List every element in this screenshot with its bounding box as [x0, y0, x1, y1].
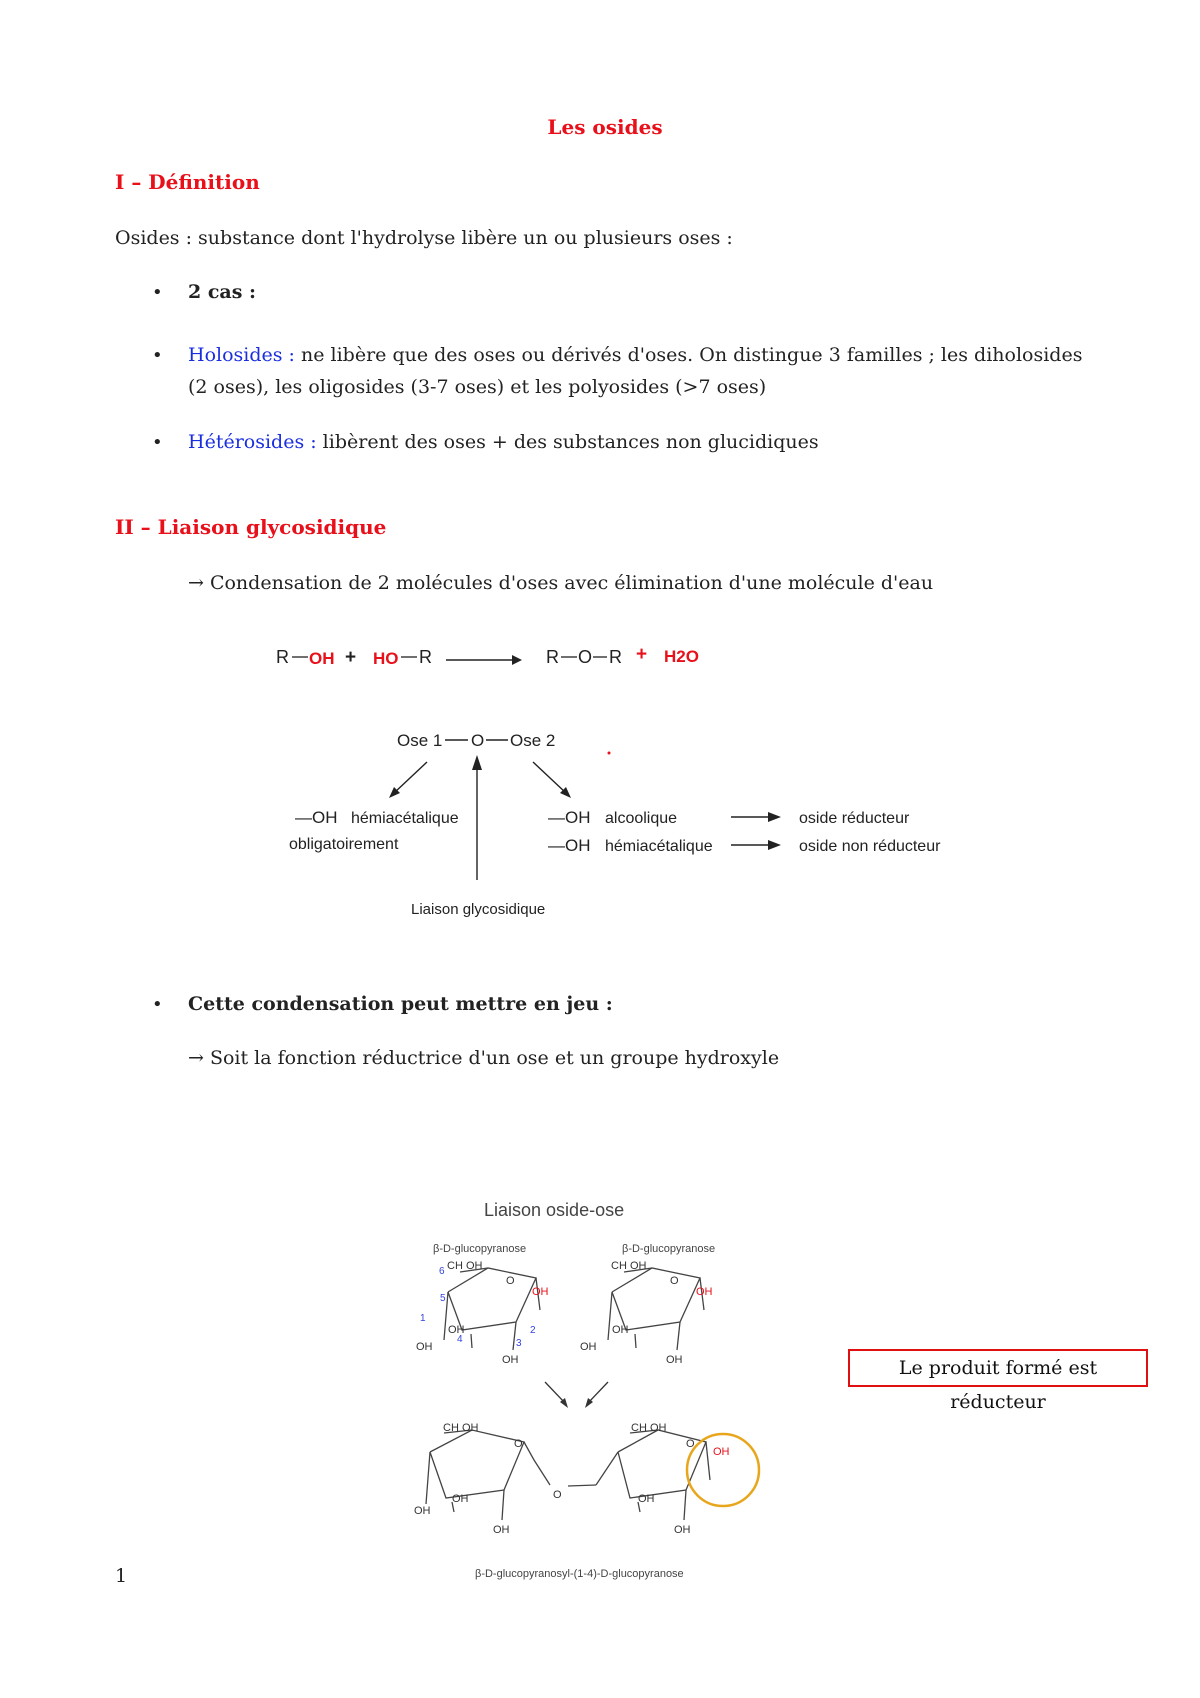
reaction-arrow-head [512, 655, 522, 665]
scheme-o: O [471, 731, 485, 750]
right-ose-label: β-D-glucopyranose [622, 1243, 716, 1255]
scheme-left-label1: hémiacétalique [351, 810, 459, 827]
reaction-o: O [578, 647, 593, 667]
disaccharide-figure [400, 1190, 800, 1620]
oh-label: OH [674, 1524, 691, 1536]
page-title: Les osides [547, 115, 663, 139]
intro-paragraph: Osides : substance dont l'hydrolyse libère un ou plusieurs oses : [115, 227, 733, 249]
section-heading-liaison: II – Liaison glycosidique [115, 515, 387, 539]
ring-bottom-left [426, 1430, 550, 1520]
arrow-right-line [533, 762, 566, 793]
anomeric-oh-label: OH [696, 1286, 713, 1298]
ring-o-label: O [506, 1275, 515, 1287]
reaction-plus-2: + [636, 644, 648, 665]
scheme-bottom-label: Liaison glycosidique [411, 901, 546, 918]
condensation-line: → Condensation de 2 molécules d'oses avec élimination d'une molécule d'eau [188, 572, 934, 594]
reaction-r1: R [276, 647, 289, 667]
scheme-right-group2: —OH [548, 836, 591, 855]
bullet-condensation: Cette condensation peut mettre en jeu : [188, 993, 613, 1015]
num-6: 6 [439, 1266, 445, 1277]
ch2oh-label: CH OH [447, 1260, 483, 1272]
reaction-h2o: H2O [664, 647, 699, 666]
glycosidic-scheme-diagram [0, 630, 1200, 930]
num-5: 5 [440, 1293, 446, 1304]
reaction-r4: R [609, 647, 622, 667]
num-4: 4 [457, 1334, 463, 1345]
reaction-r2: R [419, 647, 432, 667]
bullet-two-cases: 2 cas : [188, 281, 257, 303]
bullet-heterosides [188, 426, 819, 458]
scheme-result1: oside réducteur [799, 810, 910, 827]
scheme-right-group1: —OH [548, 808, 591, 827]
reaction-oh: OH [309, 649, 335, 668]
heterosides-text: libèrent des oses + des substances non glucidiques [316, 431, 819, 453]
figure-title: Liaison oside-ose [484, 1200, 625, 1220]
result-arrow-1-head [768, 812, 781, 822]
anomeric-oh-label: OH [532, 1286, 549, 1298]
reducing-end-highlight [687, 1434, 759, 1506]
bullet-icon: • [152, 345, 163, 366]
oh-label: OH [448, 1324, 465, 1336]
page-number: 1 [115, 1565, 128, 1587]
oh-label: OH [416, 1341, 433, 1353]
scheme-result2: oside non réducteur [799, 838, 941, 855]
bullet-icon: • [152, 994, 163, 1015]
section-heading-definition: I – Définition [115, 170, 260, 194]
reducing-oh-label: OH [713, 1446, 730, 1458]
arrow-left-line [394, 762, 427, 793]
oh-label: OH [502, 1354, 519, 1366]
scheme-left-group: —OH [295, 808, 338, 827]
oh-label: OH [638, 1493, 655, 1505]
scheme-ose1: Ose 1 [397, 731, 443, 750]
holosides-text-1: ne libère que des oses ou dérivés d'oses. On distingue 3 familles ; les diholosides [294, 344, 1083, 366]
ch2oh-label: CH OH [631, 1422, 667, 1434]
converge-arrow-left [545, 1382, 565, 1403]
scheme-right-label1: alcoolique [605, 810, 678, 827]
num-3: 3 [516, 1338, 522, 1349]
holosides-text-2: (2 oses), les oligosides (3-7 oses) et les polyosides (>7 oses) [188, 376, 767, 398]
ring-top-right [608, 1268, 704, 1350]
arrow-up-head [472, 755, 482, 770]
reaction-r3: R [546, 647, 559, 667]
bullet-icon: • [152, 432, 163, 453]
ring-o-label: O [686, 1438, 695, 1450]
term-heterosides: Hétérosides : [188, 431, 317, 453]
ring-o-label: O [514, 1438, 523, 1450]
scheme-right-label2: hémiacétalique [605, 838, 713, 855]
reducing-product-note: Le produit formé est réducteur [848, 1349, 1148, 1387]
num-2: 2 [530, 1325, 536, 1336]
bullet-icon: • [152, 282, 163, 303]
red-dot [608, 752, 611, 755]
scheme-ose2: Ose 2 [510, 731, 556, 750]
oh-label: OH [452, 1493, 469, 1505]
bridge-o-label: O [553, 1489, 562, 1501]
oh-label: OH [666, 1354, 683, 1366]
oh-label: OH [414, 1505, 431, 1517]
scheme-left-label2: obligatoirement [289, 836, 399, 853]
num-1: 1 [420, 1313, 426, 1324]
ch2oh-label: CH OH [611, 1260, 647, 1272]
term-holosides: Holosides : [188, 344, 295, 366]
reaction-plus: + [345, 647, 357, 668]
bullet-holosides [188, 339, 1128, 403]
oh-label: OH [493, 1524, 510, 1536]
figure-caption: β-D-glucopyranosyl-(1-4)-D-glucopyranose [475, 1568, 684, 1580]
reaction-ho: HO [373, 649, 399, 668]
ring-o-label: O [670, 1275, 679, 1287]
ch2oh-label: CH OH [443, 1422, 479, 1434]
left-ose-label: β-D-glucopyranose [433, 1243, 527, 1255]
oh-label: OH [580, 1341, 597, 1353]
converge-arrow-right [588, 1382, 608, 1403]
oh-label: OH [612, 1324, 629, 1336]
reductive-function-line: → Soit la fonction réductrice d'un ose et un groupe hydroxyle [188, 1047, 780, 1069]
result-arrow-2-head [768, 840, 781, 850]
